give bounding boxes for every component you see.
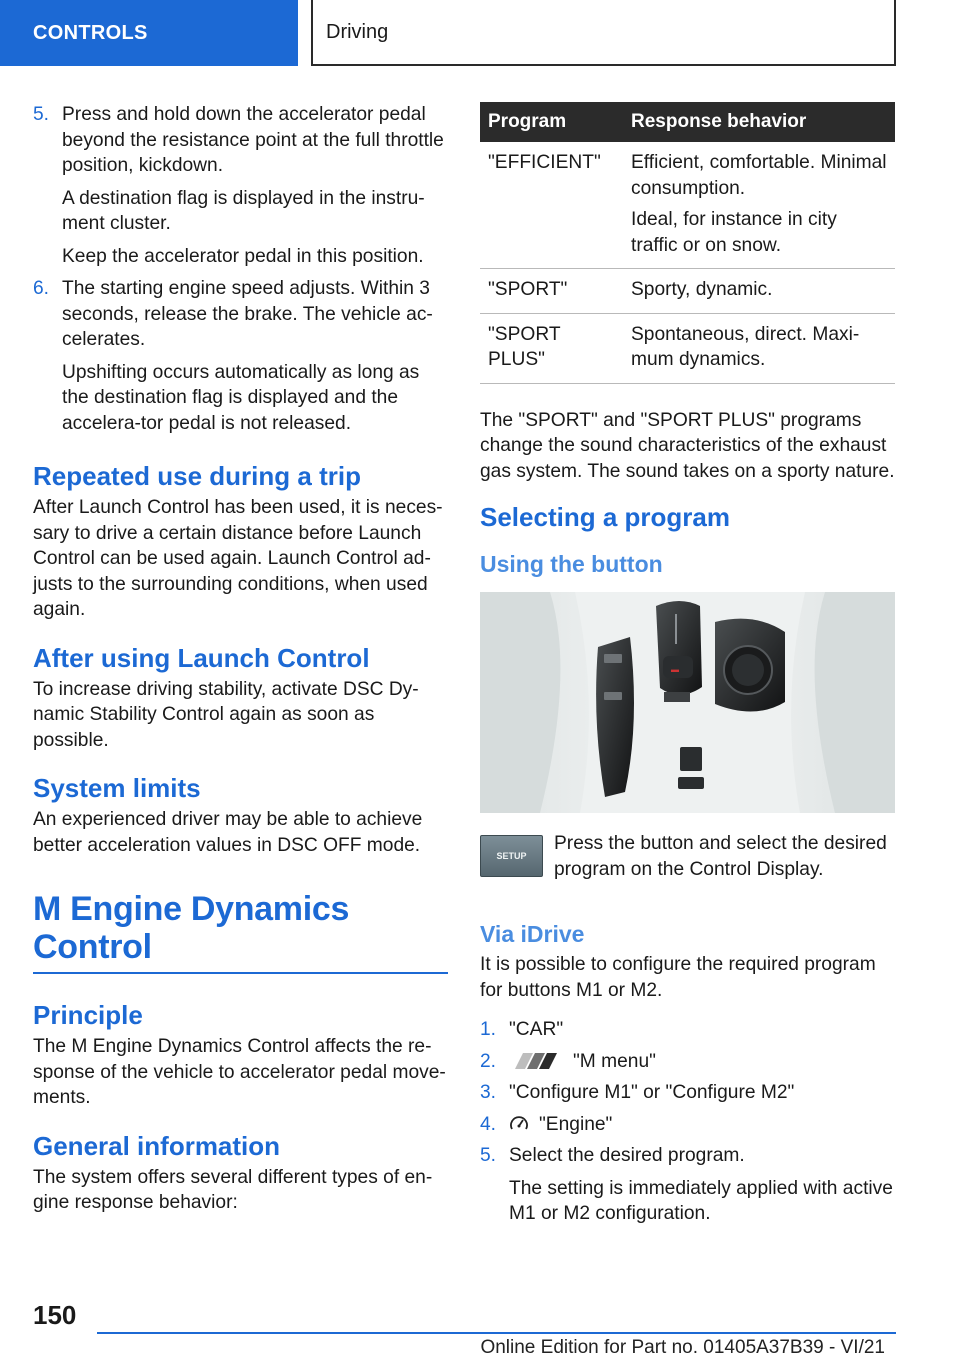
behavior-cell	[623, 269, 895, 314]
list-item	[33, 276, 448, 443]
program-cell: "SPORT PLUS"	[480, 313, 623, 383]
paragraph: An experienced driver may be able to achieve better acceleration values in DSC OFF mode.	[33, 809, 423, 856]
section-heading: Repeated use during a trip	[33, 461, 361, 491]
table-header-behavior: Response behavior	[623, 102, 895, 142]
list-item	[480, 1049, 895, 1075]
right-column	[480, 102, 895, 1234]
step-text: Keep the accelerator pedal in this position.	[62, 245, 424, 267]
section-tab	[0, 0, 298, 66]
step-text: "M menu"	[573, 1050, 656, 1072]
step-subtext: The setting is immediately applied with active M1 or M2 configuration.	[509, 1177, 893, 1224]
program-cell: "SPORT"	[480, 269, 623, 314]
step-text: Press and hold down the accelerator pedal beyond the resistance point at the full throttle position, kickdown.	[62, 104, 444, 176]
behavior-text: Efficient, comfortable. Minimal consumption.	[631, 152, 887, 199]
table-header-program: Program	[480, 102, 623, 142]
program-cell: "EFFICIENT"	[480, 142, 623, 269]
step-text: "Engine"	[539, 1113, 613, 1135]
paragraph: To increase driving stability, activate DSC Dy-namic Stability Control again as soon as possible.	[33, 678, 419, 751]
paragraph: The M Engine Dynamics Control affects the re-sponse of the vehicle to accelerator pedal move-ments.	[33, 1036, 446, 1108]
behavior-cell	[623, 313, 895, 383]
chapter-title: M Engine Dynamics Control	[33, 890, 350, 966]
step-number: 2.	[480, 1050, 497, 1072]
step-text: The starting engine speed adjusts. Within 3 seconds, release the brake. The vehicle ac-celerates.	[62, 278, 433, 350]
list-item	[33, 102, 448, 276]
list-item	[480, 1112, 895, 1138]
list-item	[480, 1080, 895, 1106]
chapter-label: Driving	[326, 20, 389, 43]
edition-note: Online Edition for Part no. 01405A37B39 - VI/21	[480, 1337, 885, 1358]
step-text: Select the desired program.	[509, 1145, 745, 1166]
footer-rule	[97, 1332, 896, 1334]
table-row	[480, 313, 895, 383]
table-row	[480, 142, 895, 269]
step-text: "Configure M1" or "Configure M2"	[509, 1082, 795, 1103]
step-number: 5.	[33, 104, 50, 125]
paragraph: After Launch Control has been used, it is neces-sary to drive a certain distance before Launch Control can be used again. Launch Control ad-justs to the surrounding conditions, when used again.	[33, 497, 443, 620]
paragraph: The system offers several different types of en-gine response behavior:	[33, 1166, 433, 1213]
left-column	[33, 102, 448, 1216]
subsection-heading: Using the button	[480, 551, 663, 577]
section-heading: System limits	[33, 773, 201, 803]
section-heading: Principle	[33, 1000, 143, 1030]
center-console-illustration	[480, 592, 895, 813]
section-heading: General information	[33, 1130, 281, 1161]
chapter-tab	[311, 0, 896, 66]
behavior-text: Sporty, dynamic.	[631, 279, 773, 300]
list-item	[480, 1143, 895, 1234]
page-number: 150	[33, 1300, 77, 1330]
m-stripes-icon	[509, 1053, 563, 1069]
behavior-text: Ideal, for instance in city traffic or on snow.	[631, 209, 837, 256]
heading-rule	[33, 972, 448, 974]
setup-button-label: SETUP	[496, 851, 527, 861]
step-number: 5.	[480, 1145, 497, 1166]
step-number: 6.	[33, 278, 50, 299]
setup-button[interactable]	[480, 835, 543, 877]
section-heading: Selecting a program	[480, 502, 730, 532]
step-text: Upshifting occurs automatically as long as the destination flag is displayed and the accelera-tor pedal is not released.	[62, 361, 420, 434]
step-text: "CAR"	[509, 1019, 564, 1040]
table-row	[480, 269, 895, 314]
list-item	[480, 1017, 895, 1043]
launch-steps	[33, 102, 448, 443]
speedometer-icon	[509, 1114, 529, 1134]
setup-description: Press the button and select the desired program on the Control Display.	[554, 833, 887, 880]
subsection-heading: Via iDrive	[480, 921, 585, 947]
program-table	[480, 102, 895, 384]
section-label: CONTROLS	[33, 21, 148, 44]
center-console-photo	[480, 592, 895, 813]
paragraph: The "SPORT" and "SPORT PLUS" programs change the sound characteristics of the exhaust gas system. The sound takes on a sporty nature.	[480, 409, 895, 482]
behavior-text: Spontaneous, direct. Maxi-mum dynamics.	[631, 323, 860, 370]
step-number: 3.	[480, 1082, 497, 1103]
paragraph: It is possible to configure the required program for buttons M1 or M2.	[480, 954, 876, 1001]
behavior-cell	[623, 142, 895, 269]
step-number: 4.	[480, 1113, 497, 1135]
svg-text:▬: ▬	[671, 665, 679, 674]
step-text: A destination flag is displayed in the instru-ment cluster.	[62, 187, 425, 234]
step-number: 1.	[480, 1019, 497, 1040]
section-heading: After using Launch Control	[33, 642, 370, 673]
idrive-steps	[480, 1017, 895, 1234]
setup-row	[480, 831, 895, 882]
